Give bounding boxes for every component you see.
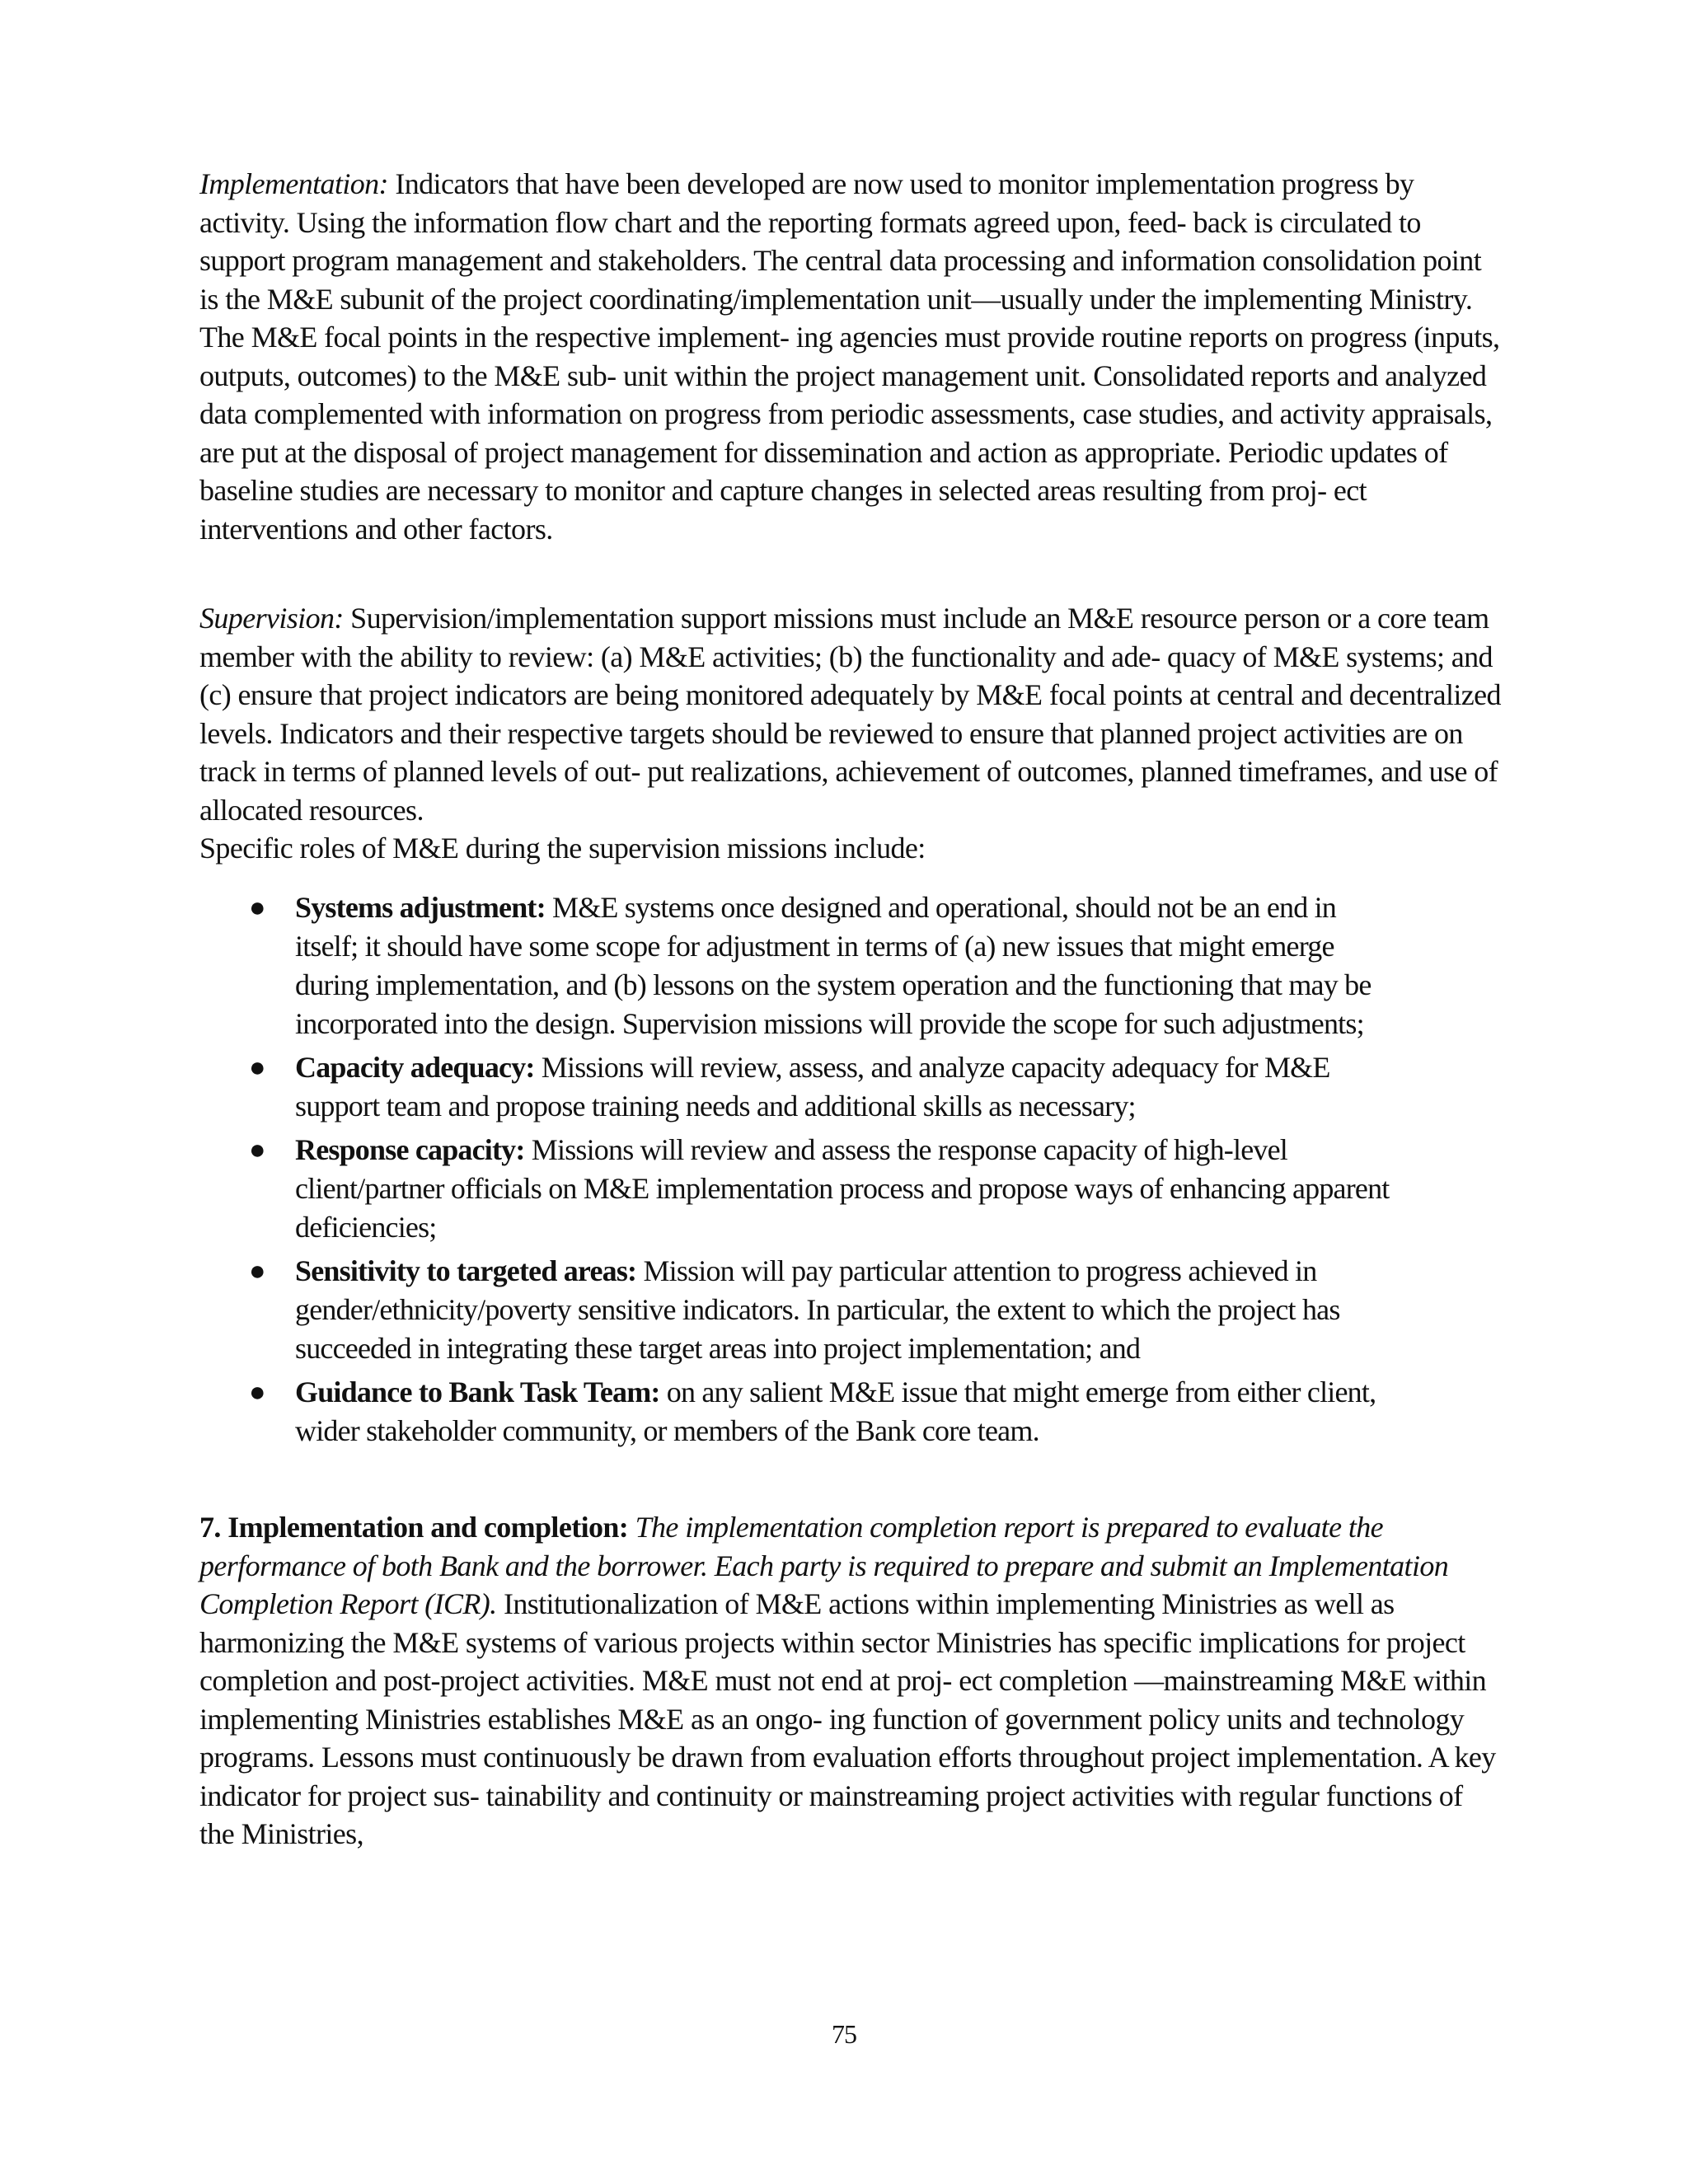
supervision-roles-intro: Specific roles of M&E during the supervision missions include: (199, 832, 926, 865)
bullet-label: Guidance to Bank Task Team: (295, 1376, 660, 1408)
bullet-text: on any salient M&E issue that might emerge from either client, wider stakeholder community, or members of the Bank core team. (295, 1376, 1376, 1447)
supervision-roles-list (199, 888, 1403, 1455)
supervision-body: Supervision/implementation support missions must include an M&E resource person or a core team member with the ability to review: (a) M&E activities; (b) the functionality and ade- quacy of M&E systems; and (c) ensure that project indicators are being monitored adequately by M&E focal points at central and decentralized levels. Indicators and their respective targets should be reviewed to ensure that planned project activities are on track in terms of planned levels of out- put realizations, achievement of outcomes, planned timeframes, and use of allocated resources. (199, 602, 1501, 827)
bullet-text: Missions will review, assess, and analyze capacity adequacy for M&E support team and propose training needs and additional skills as necessary; (295, 1051, 1330, 1122)
implementation-paragraph (199, 165, 1502, 548)
implementation-body: Indicators that have been developed are now used to monitor implementation progress by activity. Using the information flow chart and the reporting formats agreed upon, feed- back is circulated to support program management and stakeholders. The central data processing and information consolidation point is the M&E subunit of the project coordinating/implementation unit—usually under the implementing Ministry. The M&E focal points in the respective implement- ing agencies must provide routine reports on progress (inputs, outputs, outcomes) to the M&E sub- unit within the project management unit. Consolidated reports and analyzed data complemented with information on progress from periodic assessments, case studies, and activity appraisals, are put at the disposal of project management for dissemination and action as appropriate. Periodic updates of baseline studies are necessary to monitor and capture changes in selected areas resulting from proj- ect interventions and other factors. (199, 167, 1500, 546)
section-7-paragraph (199, 1508, 1502, 1854)
bullet-text: M&E systems once designed and operational, should not be an end in itself; it should have some scope for adjustment in terms of (a) new issues that might emerge during implementation, and (b) lessons on the system operation and the functioning that may be incorporated into the design. Supervision missions will provide the scope for such adjustments; (295, 891, 1372, 1040)
bullet-label: Sensitivity to targeted areas: (295, 1254, 637, 1287)
supervision-paragraph (199, 599, 1502, 868)
supervision-label: Supervision: (199, 602, 344, 635)
bullet-label: Systems adjustment: (295, 891, 546, 924)
list-item (199, 1252, 1403, 1368)
section-7-heading: 7. Implementation and completion: (199, 1511, 629, 1544)
list-item (199, 1048, 1403, 1126)
bullet-icon: ● (249, 1256, 265, 1286)
bullet-text: Missions will review and assess the response capacity of high-level client/partner officials on M&E implementation process and propose ways of enhancing apparent deficiencies; (295, 1133, 1390, 1244)
bullet-icon: ● (249, 1052, 265, 1083)
list-item (199, 1131, 1403, 1247)
bullet-icon: ● (249, 1377, 265, 1408)
page-number: 75 (832, 2019, 856, 2049)
section-7-body: Institutionalization of M&E actions within implementing Ministries as well as harmonizing the M&E systems of various projects within sector Ministries has specific implications for project completion and post-project activities. M&E must not end at proj- ect completion —mainstreaming M&E within implementing Ministries establishes M&E as an ongo- ing function of government policy units and technology programs. Lessons must continuously be drawn from evaluation efforts throughout project implementation. A key indicator for project sus- tainability and continuity or mainstreaming project activities with regular functions of the Ministries, (199, 1587, 1496, 1850)
bullet-text: Mission will pay particular attention to progress achieved in gender/ethnicity/poverty sensitive indicators. In particular, the extent to which the project has succeeded in integrating these target areas into project implementation; and (295, 1254, 1340, 1365)
section-7-italic-text: The implementation completion report is prepared to evaluate the performance of both Bank and the borrower. Each party is required to prepare and submit an Implementation Completion Report (ICR). (199, 1511, 1449, 1620)
implementation-label: Implementation: (199, 167, 388, 200)
bullet-icon: ● (249, 893, 265, 923)
bullet-icon: ● (249, 1135, 265, 1165)
bullet-label: Capacity adequacy: (295, 1051, 535, 1084)
list-item (199, 888, 1403, 1043)
bullet-label: Response capacity: (295, 1133, 525, 1166)
list-item (199, 1373, 1403, 1451)
